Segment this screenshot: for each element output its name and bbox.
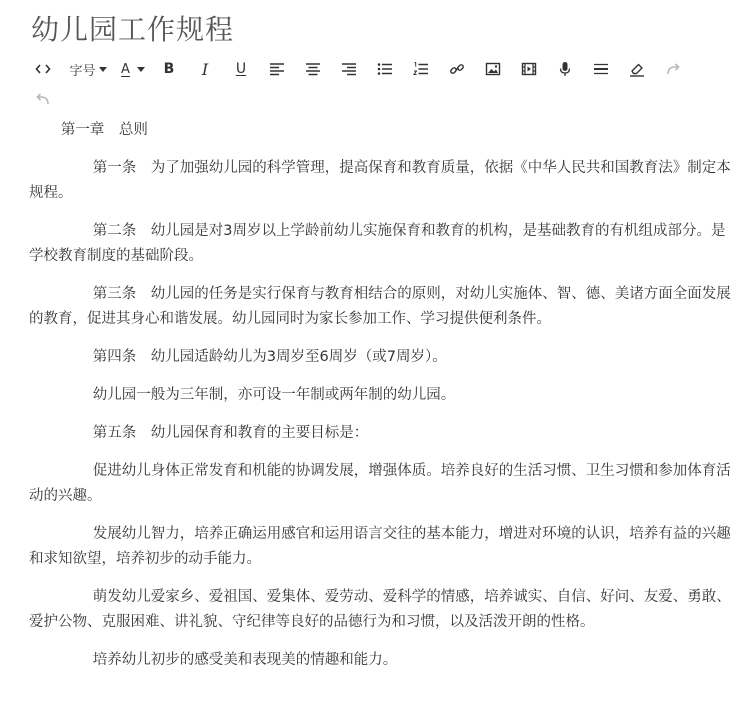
toolbar-row-1 [30, 54, 696, 84]
image-icon [485, 61, 501, 77]
bold-icon: B [163, 61, 175, 77]
video-icon [521, 61, 537, 77]
redo-button[interactable] [660, 56, 686, 82]
undo-button[interactable] [30, 86, 56, 112]
paragraph: 幼儿园一般为三年制，亦可设一年制或两年制的幼儿园。 [92, 387, 456, 403]
clear-format-button[interactable] [624, 56, 650, 82]
chevron-down-icon [99, 67, 107, 72]
microphone-icon [557, 61, 573, 77]
bulleted-list-button[interactable] [372, 56, 398, 82]
font-size-dropdown[interactable] [66, 56, 110, 82]
align-center-icon [305, 61, 321, 77]
paragraph: 第一条 为了加强幼儿园的科学管理，提高保育和教育质量，依据《中华人民共和国教育法》制定本规程。 [29, 160, 731, 201]
insert-audio-button[interactable] [552, 56, 578, 82]
font-color-dropdown[interactable] [120, 56, 146, 82]
align-center-button[interactable] [300, 56, 326, 82]
paragraph: 发展幼儿智力，培养正确运用感官和运用语言交往的基本能力，增进对环境的认识，培养有益的兴趣和求知欲望，培养初步的动手能力。 [29, 526, 731, 567]
horizontal-rule-button[interactable] [588, 56, 614, 82]
source-code-button[interactable] [30, 56, 56, 82]
underline-button[interactable] [228, 56, 254, 82]
bold-button[interactable] [156, 56, 182, 82]
paragraph: 萌发幼儿爱家乡、爱祖国、爱集体、爱劳动、爱科学的情感，培养诚实、自信、好问、友爱、勇敢、爱护公物、克服困难、讲礼貌、守纪律等良好的品德行为和习惯，以及活泼开朗的性格。 [29, 589, 731, 630]
bulleted-list-icon [377, 61, 393, 77]
paragraph: 第四条 幼儿园适龄幼儿为3周岁至6周岁（或7周岁）。 [92, 349, 447, 365]
editor-content[interactable] [29, 118, 731, 686]
redo-icon [665, 61, 681, 77]
undo-icon [35, 91, 51, 107]
paragraph: 第二条 幼儿园是对3周岁以上学龄前幼儿实施保育和教育的机构，是基础教育的有机组成部分。是学校教育制度的基础阶段。 [29, 223, 726, 264]
eraser-icon [629, 61, 645, 77]
chevron-down-icon [137, 67, 145, 72]
numbered-list-icon [413, 61, 429, 77]
align-left-button[interactable] [264, 56, 290, 82]
link-icon [449, 61, 465, 77]
code-icon [35, 61, 51, 77]
paragraph: 促进幼儿身体正常发育和机能的协调发展，增强体质。培养良好的生活习惯、卫生习惯和参加体育活动的兴趣。 [29, 463, 731, 504]
chapter-heading: 第一章 总则 [60, 122, 148, 138]
paragraph: 第五条 幼儿园保育和教育的主要目标是： [92, 425, 369, 441]
insert-link-button[interactable] [444, 56, 470, 82]
numbered-list-button[interactable] [408, 56, 434, 82]
paragraph: 第三条 幼儿园的任务是实行保育与教育相结合的原则，对幼儿实施体、智、德、美诸方面全面发展的教育，促进其身心和谐发展。幼儿园同时为家长参加工作、学习提供便利条件。 [29, 286, 731, 327]
underline-icon: U [235, 61, 247, 77]
align-right-button[interactable] [336, 56, 362, 82]
italic-button[interactable] [192, 56, 218, 82]
italic-icon: I [201, 59, 209, 79]
insert-image-button[interactable] [480, 56, 506, 82]
document-title: 幼儿园工作规程 [31, 13, 235, 46]
toolbar-row-2 [30, 84, 66, 114]
insert-video-button[interactable] [516, 56, 542, 82]
font-color-icon: A [121, 61, 130, 77]
align-left-icon [269, 61, 285, 77]
editor-toolbar [30, 54, 730, 114]
paragraph: 培养幼儿初步的感受美和表现美的情趣和能力。 [92, 652, 398, 668]
font-size-label: 字号 [69, 63, 96, 79]
horizontal-rule-icon [593, 61, 609, 77]
align-right-icon [341, 61, 357, 77]
